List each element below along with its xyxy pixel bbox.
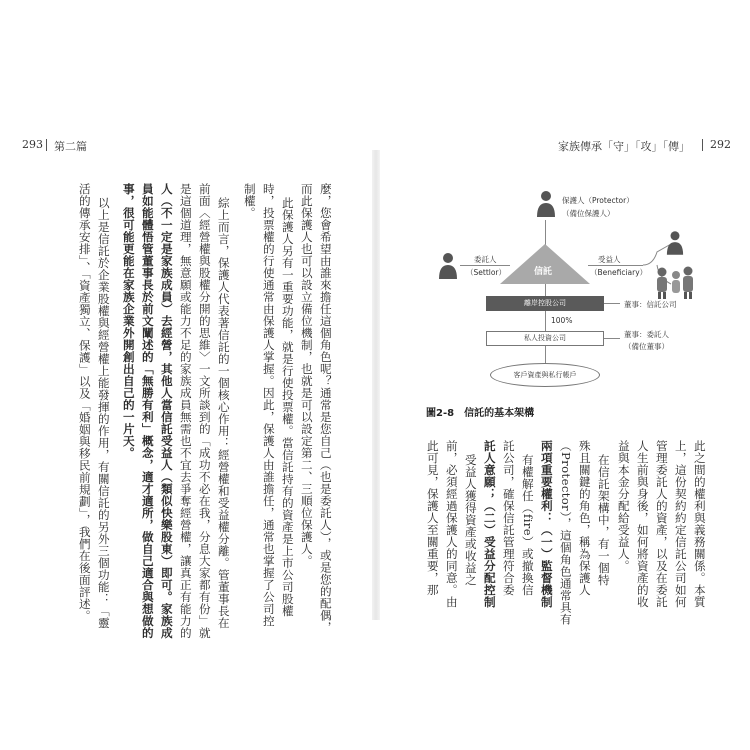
- text-column: 活的傳承安排」、「資產獨立、保護」以及「婚姻與移民前規劃」，我們在後面評述。: [77, 183, 92, 622]
- text-column: 兩項重要權利：（一）監督機制: [539, 440, 554, 608]
- text-column: 時，投票權的行使通常由保護人掌握。因此，保護人由誰擔任，通常也掌握了公司控: [261, 183, 276, 627]
- text-column: 事，很可能更能在家族企業外開創出自己的一片天。: [121, 183, 136, 459]
- text-column: 在信託架構中，有一個特: [596, 454, 611, 586]
- connector-line: [545, 346, 546, 363]
- person-icon-settlor: [438, 252, 458, 280]
- text-column: 管理委託人的資產，以及在委託: [654, 440, 669, 608]
- text-column: 人（不一定是家族成員）去經營，其他人當信託受益人（類似快樂股東）即可。家族成: [159, 183, 174, 639]
- book-gutter: [372, 150, 380, 620]
- connector-line: [545, 220, 546, 246]
- left-page-number: 293: [22, 138, 43, 151]
- text-column: 前面〈經營權與股權分開的思維〉一文所談到的「成功不必在我，分息大家都有份」就: [197, 183, 212, 639]
- connector-line: [604, 338, 620, 339]
- client-assets-ellipse: 客戶資產與私行帳戶: [490, 363, 600, 387]
- ownership-percent-label: 100%: [551, 316, 573, 325]
- protector-label: 保護人（Protector）: [562, 196, 634, 205]
- settlor-sub-label: （Settlor）: [466, 268, 507, 277]
- text-column: 殊且關鍵的角色，稱為保護人: [577, 440, 592, 596]
- settlor-label: 委託人: [474, 255, 497, 264]
- text-column: 前，必須經過保護人的同意。由: [444, 440, 459, 608]
- holding-company-box: 離岸控股公司: [486, 296, 604, 311]
- text-column: 有權解任（fire）或撤換信: [520, 454, 535, 597]
- text-column: 託人意願；（二）受益分配控制: [482, 440, 497, 608]
- text-column: 而此保護人也可以設立備位機制，也就是可以設定第二、三順位保護人。: [299, 183, 314, 567]
- beneficiary-label: 受益人: [598, 255, 621, 264]
- connector-line: [588, 265, 643, 266]
- text-column: 是這個道理，無意願或能力不足的家族成員無需也不宜去爭奪經營權，讓真正有能力的: [178, 183, 193, 639]
- protector-sub-label: （備位保護人）: [562, 209, 615, 218]
- figure-caption: 圖2-8 信託的基本架構: [426, 408, 535, 419]
- connector-line: [604, 303, 620, 304]
- text-column: 此可見，保護人至關重要，那: [425, 440, 440, 596]
- right-page-number: 292: [710, 138, 731, 151]
- text-column: （Protector），這個角色通常具有: [558, 440, 573, 626]
- text-column: 以上是信託於企業股權與經營權上能發揮的作用，有關信託的另外三個功能：「靈: [96, 197, 111, 629]
- text-column: 益與本金分配給受益人。: [616, 440, 631, 572]
- private-company-box: 私人投資公司: [486, 331, 604, 346]
- left-header-divider: [46, 139, 47, 151]
- text-column: 員如能體悟管董事長於前文闡述的「無勝有利」概念，適才適所，做自己適合與想做的: [140, 183, 155, 639]
- text-column: 託公司，確保信託管理符合委: [501, 440, 516, 596]
- person-icon-protector: [536, 190, 556, 218]
- right-header-divider: [702, 139, 703, 151]
- text-column: 綜上而言，保護人代表著信託的一個核心作用：經營權和受益權分離。管董事長在: [216, 197, 231, 629]
- connector-line: [545, 284, 546, 296]
- right-book-title: 家族傳承「守」「攻」「傳」: [558, 140, 690, 153]
- family-icon: [654, 266, 700, 300]
- trust-label: 信託: [534, 267, 553, 277]
- text-column: 上，這份契約約定信託公司如何: [673, 440, 688, 608]
- text-column: 制權。: [242, 183, 257, 219]
- person-icon-beneficiary: [666, 230, 684, 256]
- connector-line: [545, 311, 546, 331]
- text-column: 麼，您會希望由誰來擔任這個角色呢？通常是您自己（也是委託人），或是您的配偶，: [318, 183, 333, 634]
- director-settlor-sub-label: （備位董事）: [624, 342, 669, 351]
- text-column: 受益人獲得資產或收益之: [463, 454, 478, 586]
- left-section-label: 第二篇: [54, 140, 87, 153]
- text-column: 此保護人另有一重要功能，就是行使投票權。當信託持有的資產是上市公司股權: [280, 197, 295, 617]
- beneficiary-sub-label: （Beneficiary）: [590, 268, 648, 277]
- text-column: 人生前與身後，如何將資產的收: [635, 440, 650, 608]
- text-column: 此之間的權利與義務關係。本質: [692, 440, 707, 608]
- director-settlor-label: 董事：委託人: [624, 330, 669, 339]
- director-trust-company-label: 董事：信託公司: [624, 300, 677, 309]
